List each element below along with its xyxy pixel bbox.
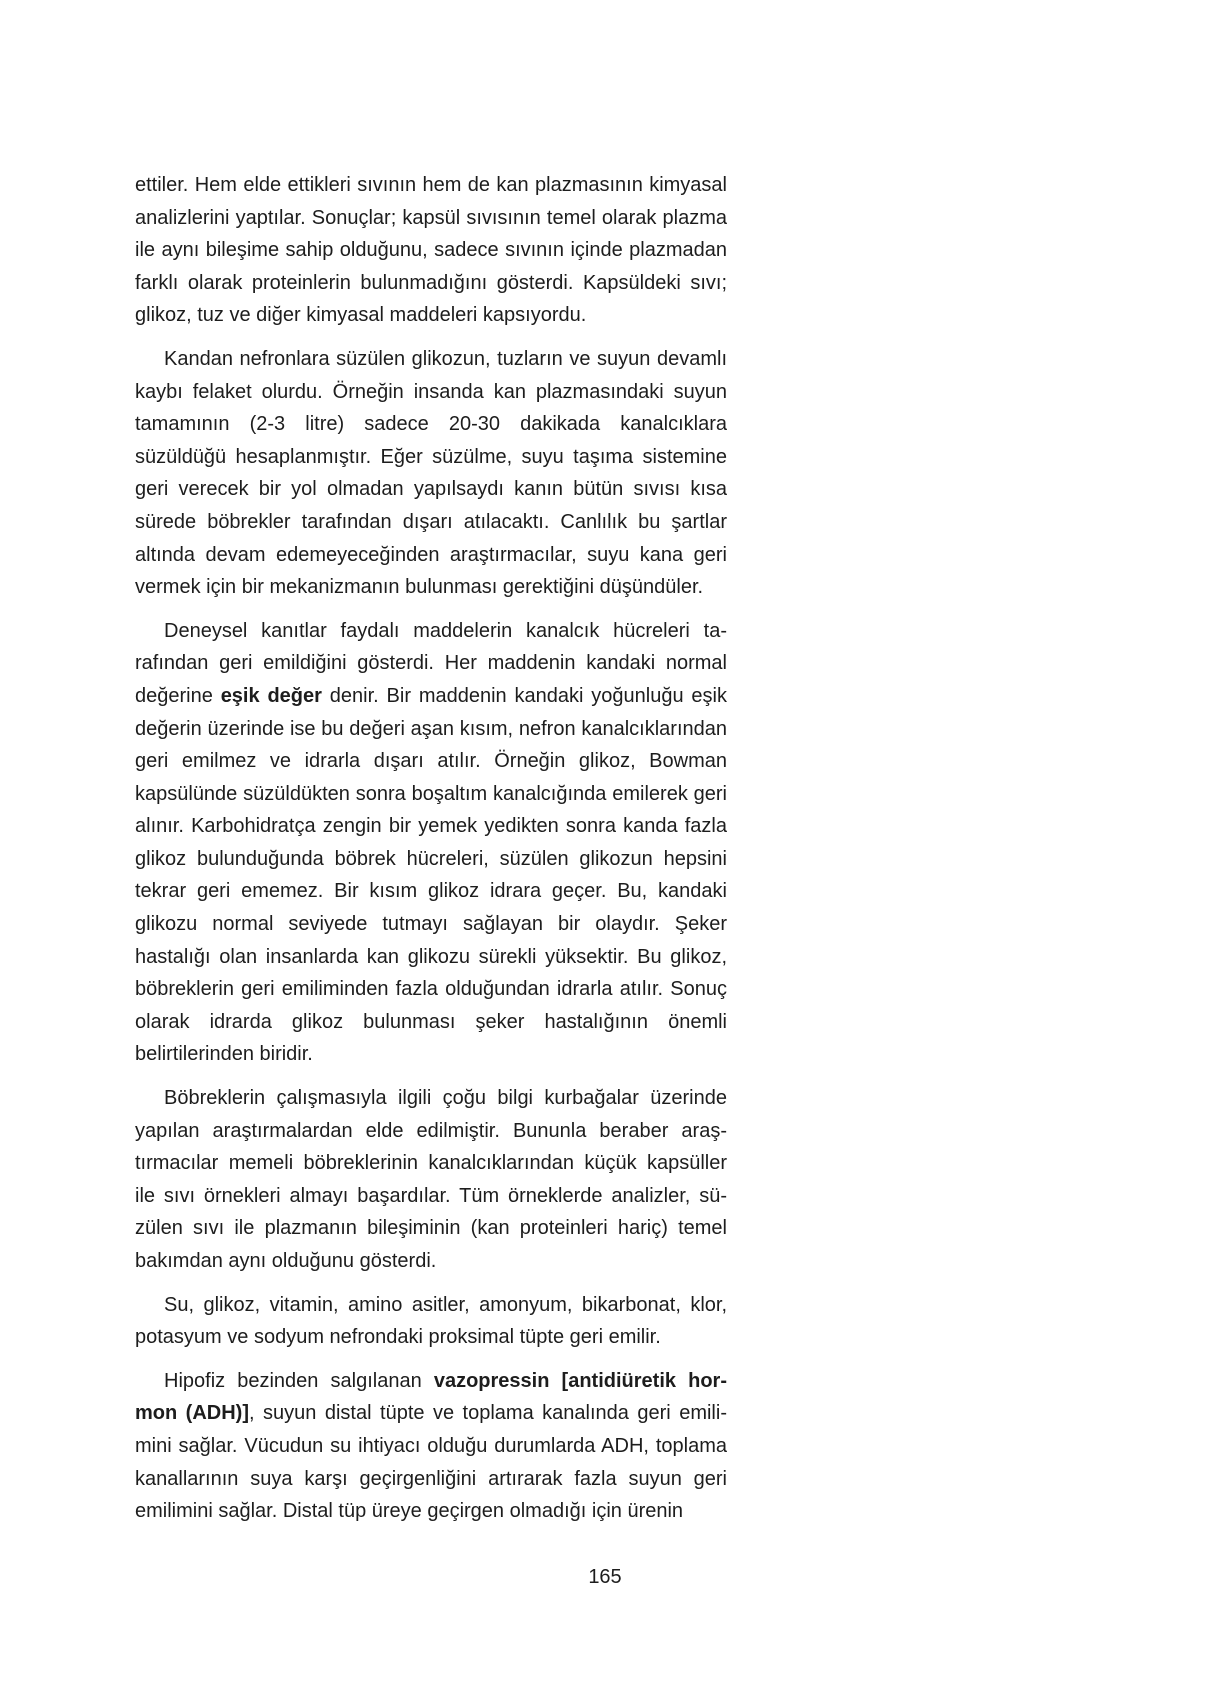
paragraph-4: Böbreklerin çalışmasıyla ilgili çoğu bilgi kurbağalar üzerinde yapılan araştırmalardan elde edilmiştir. Bununla beraber araştırmacılar memeli böbreklerinin kanalcıklarından küçük kapsüller ile sıvı örnekleri almayı başardılar. Tüm örneklerde analizler, süzülen sıvı ile plazmanın bileşiminin (kan proteinleri hariç) temel bakımdan aynı olduğunu gösterdi. xyxy=(135,1087,727,1272)
page-number: 165 xyxy=(588,1566,622,1588)
term-esik-deger: eşik değer xyxy=(220,684,322,707)
paragraph-5: Su, glikoz, vitamin, amino asitler, amonyum, bikarbonat, klor, potasyum ve sodyum nefrondaki proksimal tüpte geri emilir. xyxy=(135,1293,727,1349)
paragraph-2: Kandan nefronlara süzülen glikozun, tuzların ve suyun devamlı kaybı felaket olurdu. Örneğin insanda kan plazmasındaki suyun tamamının (2-3 litre) sadece 20-30 dakikada kanalcıklara süzüldüğü hesaplanmıştır. Eğer süzülme, suyu taşıma sistemine geri verecek bir yol olmadan yapılsaydı kanın bütün sıvısı kısa sürede böbrekler tarafından dışarı atılacaktı. Canlılık bu şartlar altında devam edemeyeceğinden araştırmacılar, suyu kana geri vermek için bir mekanizmanın bulunması gerektiğini düşündüler. xyxy=(135,347,727,599)
term-vazopressin: vazopressin [antidiüretik hormon (ADH)] xyxy=(135,1369,727,1425)
body-text xyxy=(135,169,727,1539)
paragraph-3-text-before: Deneysel kanıtlar faydalı maddelerin kanalcık hücreleri tarafından geri emildiğini gösterdi. Her maddenin kandaki normal değerine xyxy=(135,619,727,707)
paragraph-3 xyxy=(135,615,727,1071)
paragraph-1: ettiler. Hem elde ettikleri sıvının hem de kan plazmasının kimyasal analizlerini yaptılar. Sonuçlar; kapsül sıvısının temel olarak plazma ile aynı bileşime sahip olduğunu, sadece sıvının içinde plazmadan farklı olarak proteinlerin bulunmadığını gösterdi. Kapsüldeki sıvı; glikoz, tuz ve diğer kimyasal maddeleri kapsıyordu. xyxy=(135,174,727,327)
paragraph-6 xyxy=(135,1365,727,1528)
paragraph-3-text-after: denir. Bir maddenin kandaki yoğunluğu eşik değerin üzerinde ise bu değeri aşan kısım, nefron kanalcıklarından geri emilmez ve idrarla dışarı atılır. Örneğin glikoz, Bowman kapsülünde süzüldükten sonra boşaltım kanalcığında emilerek geri alınır. Karbohidratça zengin bir yemek yedikten sonra kanda fazla glikoz bulunduğunda böbrek hücreleri, süzülen glikozun hepsini tekrar geri ememez. Bir kısım glikoz idrara geçer. Bu, kandaki glikozu normal seviyede tutmayı sağlayan bir olaydır. Şeker hastalığı olan insanlarda kan glikozu sürekli yüksektir. Bu glikoz, böbreklerin geri emiliminden fazla olduğundan idrarla atılır. Sonuç olarak idrarda glikoz bulunması şeker hastalığının önemli belirtilerinden biridir. xyxy=(135,684,727,1066)
paragraph-6-text-before: Hipofiz bezinden salgılanan xyxy=(164,1369,434,1392)
paragraph-6-text-after: , suyun distal tüpte ve toplama kanalında geri emilimini sağlar. Vücudun su ihtiyacı olduğu durumlarda ADH, toplama kanallarının suya karşı geçirgenliğini artırarak fazla suyun geri emilimini sağlar. Distal tüp üreye geçirgen olmadığı için ürenin xyxy=(135,1402,727,1523)
